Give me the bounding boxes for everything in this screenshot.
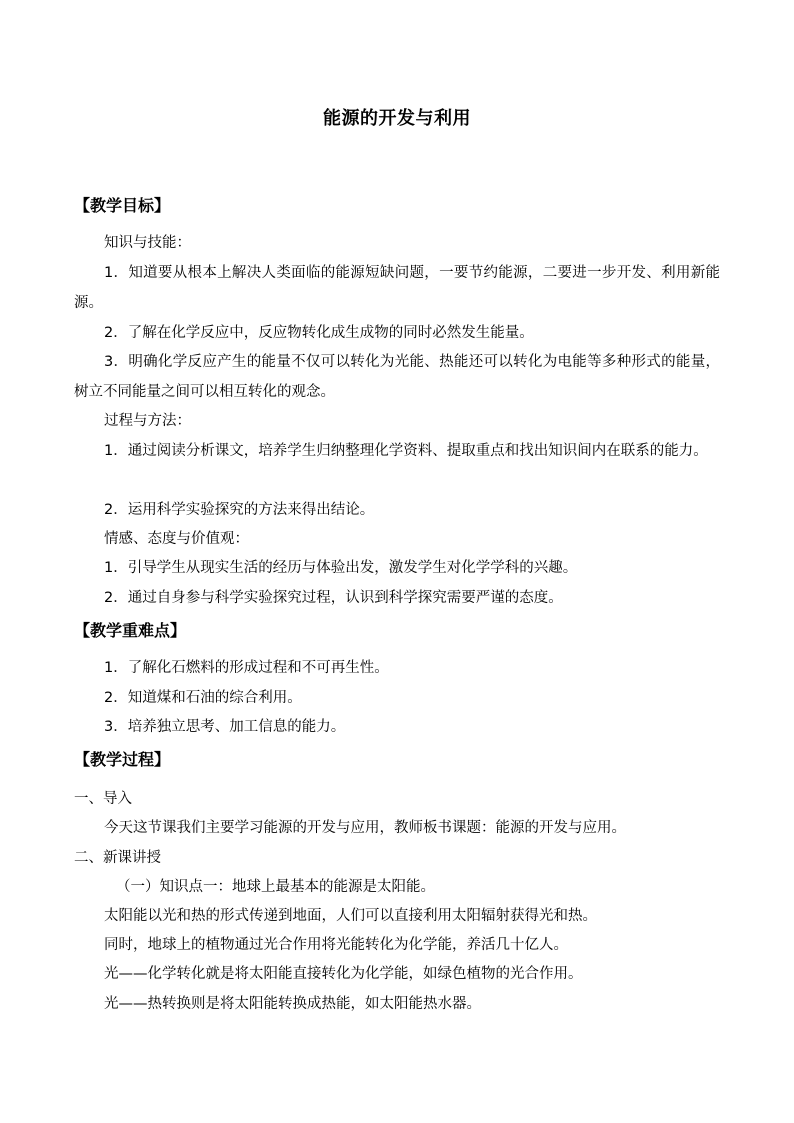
key-point-item-1: 1．了解化石燃料的形成过程和不可再生性。: [104, 660, 389, 676]
process-item-1: 1．通过阅读分析课文，培养学生归纳整理化学资料、提取重点和找出知识间内在联系的能力。: [104, 443, 708, 459]
new-lesson-label: 二、新课讲授: [74, 850, 161, 866]
key-point-item-3: 3．培养独立思考、加工信息的能力。: [104, 719, 346, 735]
process-label: 过程与方法：: [104, 413, 191, 429]
section-heading-key-points: 【教学重难点】: [74, 621, 187, 640]
lesson-line-4: 光——热转换则是将太阳能转换成热能，如太阳能热水器。: [104, 996, 481, 1012]
attitude-item-1: 1．引导学生从现实生活的经历与体验出发，激发学生对化学学科的兴趣。: [104, 560, 578, 576]
knowledge-item-1: 1．知道要从根本上解决人类面临的能源短缺问题，一要节约能源，二要进一步开发、利用新能源。: [74, 265, 720, 311]
document-title: 能源的开发与利用: [323, 108, 471, 129]
knowledge-item-3: 3．明确化学反应产生的能量不仅可以转化为光能、热能还可以转化为电能等多种形式的能量，树立不同能量之间可以相互转化的观念。: [74, 354, 720, 400]
intro-label: 一、导入: [74, 791, 132, 807]
section-heading-process: 【教学过程】: [74, 750, 171, 769]
lesson-line-1: 太阳能以光和热的形式传递到地面，人们可以直接利用太阳辐射获得光和热。: [104, 908, 597, 924]
lesson-line-3: 光——化学转化就是将太阳能直接转化为化学能，如绿色植物的光合作用。: [104, 966, 583, 982]
section-heading-goals: 【教学目标】: [74, 196, 171, 215]
key-point-item-2: 2．知道煤和石油的综合利用。: [104, 690, 302, 706]
attitude-item-2: 2．通过自身参与科学实验探究过程，认识到科学探究需要严谨的态度。: [104, 590, 563, 606]
knowledge-label: 知识与技能：: [104, 235, 191, 251]
knowledge-item-2: 2．了解在化学反应中，反应物转化成生成物的同时必然发生能量。: [104, 325, 534, 341]
process-item-2: 2．运用科学实验探究的方法来得出结论。: [104, 502, 375, 518]
attitude-label: 情感、态度与价值观：: [104, 531, 249, 547]
knowledge-point-1: （一）知识点一：地球上最基本的能源是太阳能。: [116, 879, 435, 895]
lesson-line-2: 同时，地球上的植物通过光合作用将光能转化为化学能，养活几十亿人。: [104, 937, 568, 953]
intro-text: 今天这节课我们主要学习能源的开发与应用，教师板书课题：能源的开发与应用。: [104, 820, 626, 836]
